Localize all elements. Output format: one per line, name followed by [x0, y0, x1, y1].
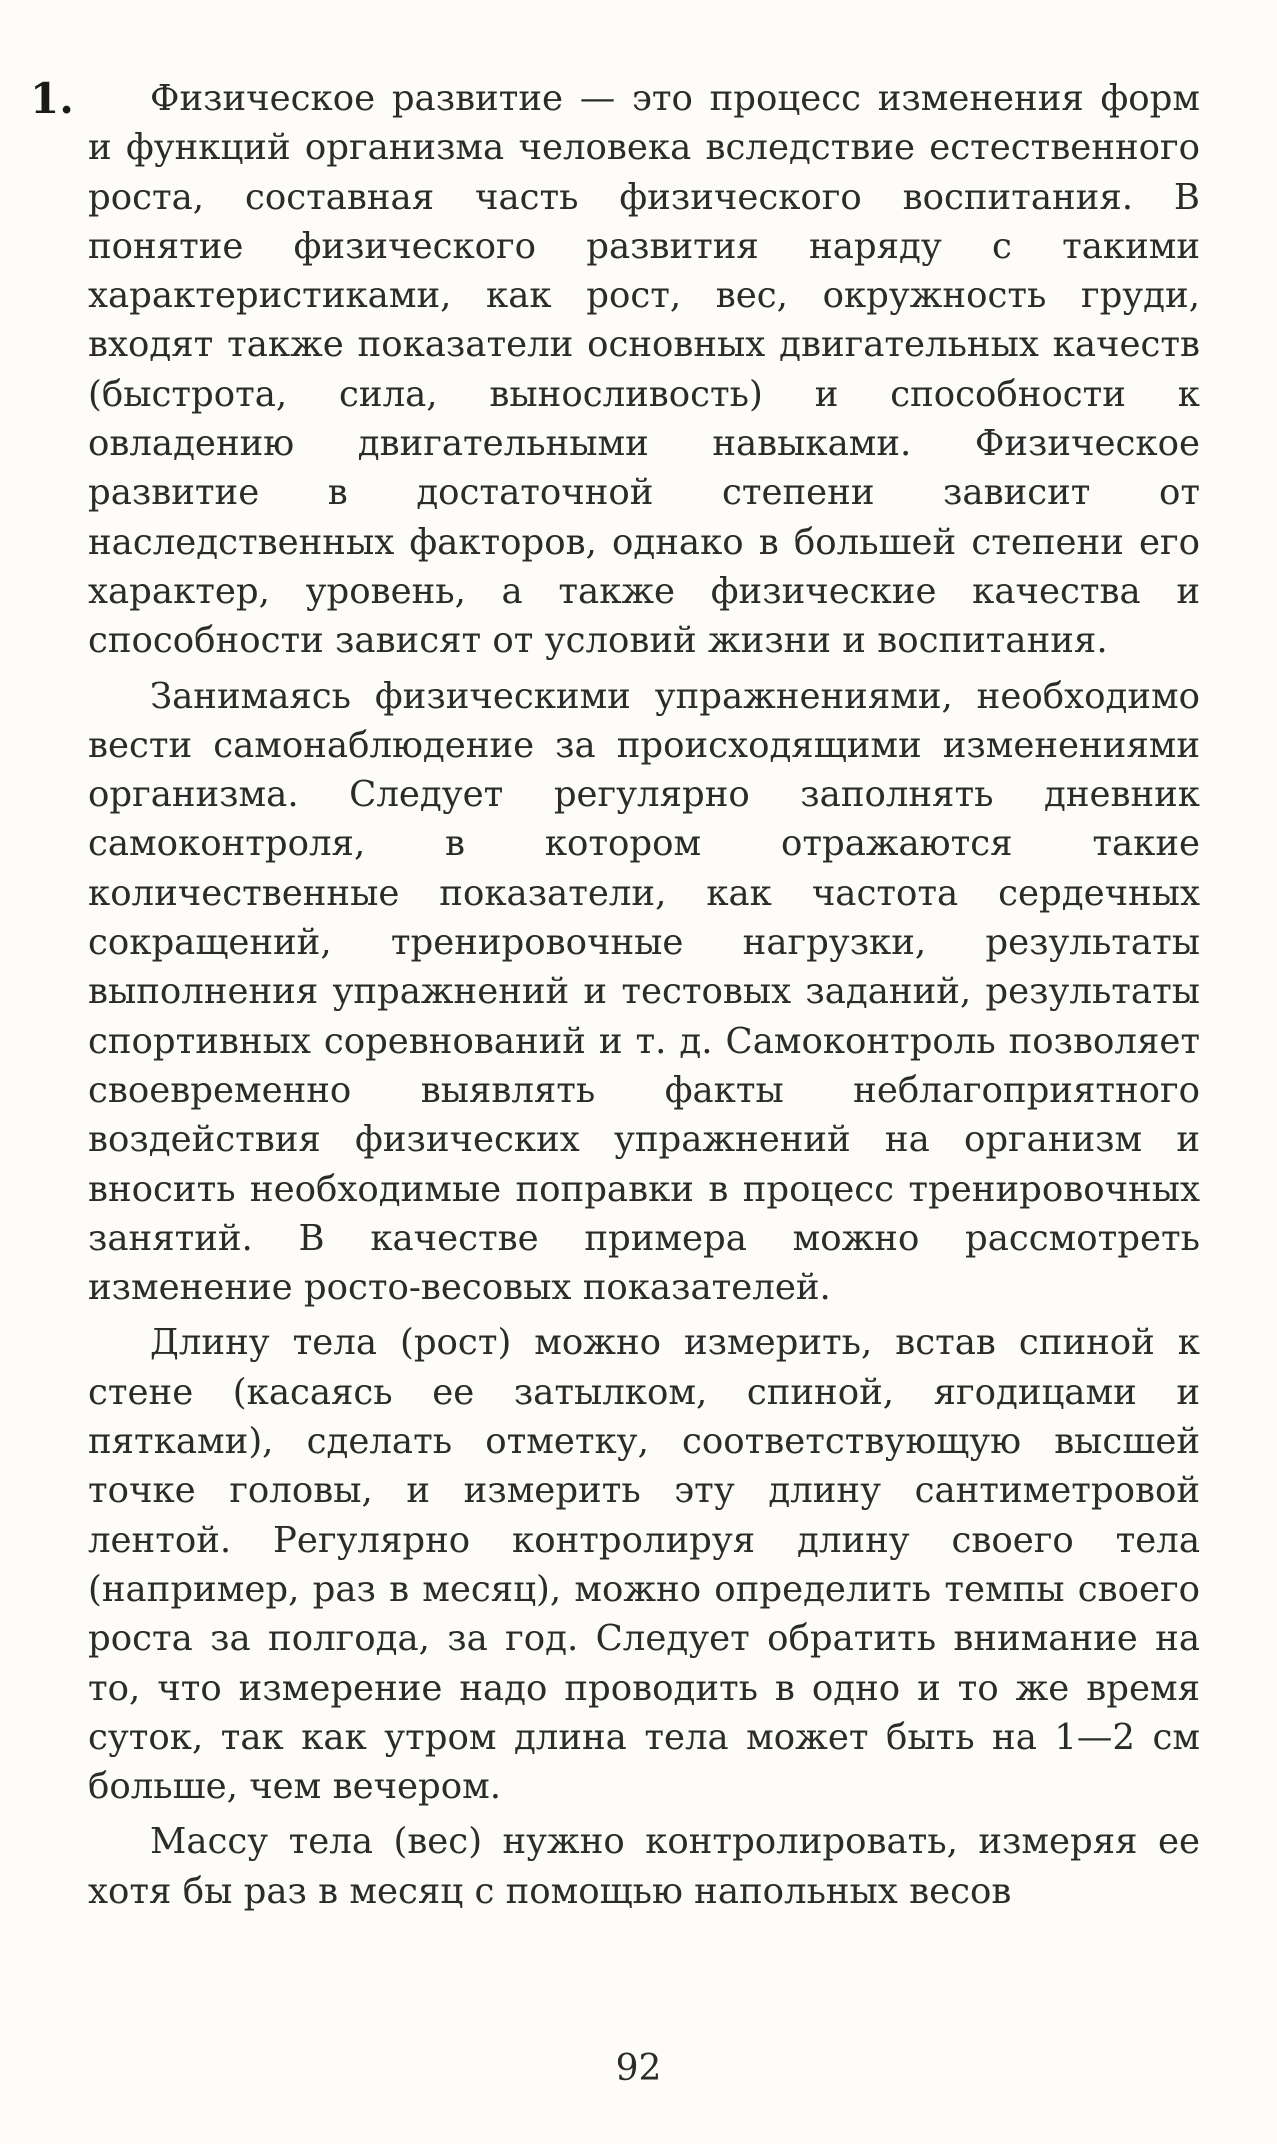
paragraph-self-control: Занимаясь физическими упражнениями, необходимо вести самонаблюдение за происходящими изменениями организма. Следует регулярно заполнять дневник самоконтроля, в котором отражаются такие количественные показатели, как частота сердечных сокращений, тренировочные нагрузки, результаты выполнения упражнений и тестовых заданий, результаты спортивных соревнований и т. д. Самоконтроль позволяет своевременно выявлять факты неблагоприятного воздействия физических упражнений на организм и вносить необходимые поправки в процесс тренировочных занятий. В качестве примера можно рассмотреть изменение росто-весовых показателей. [88, 675, 1200, 1309]
paragraph-body-length: Длину тела (рост) можно измерить, встав спиной к стене (касаясь ее затылком, спиной, ягодицами и пятками), сделать отметку, соответствующую высшей точке головы, и измерить эту длину сантиметровой лентой. Регулярно контролируя длину своего тела (например, раз в месяц), можно определить темпы своего роста за полгода, за год. Следует обратить внимание на то, что измерение надо проводить в одно и то же время суток, так как утром длина тела может быть на 1—2 см больше, чем вечером. [88, 1322, 1200, 1808]
task-number: 1. [30, 74, 74, 123]
paragraph-physical-development: Физическое развитие — это процесс изменения форм и функций организма человека вследствие естественного роста, составная часть физического воспитания. В понятие физического развития наряду с такими характеристиками, как рост, вес, окружность груди, входят также показатели основных двигательных качеств (быстрота, сила, выносливость) и способности к овладению двигательными навыками. Физическое развитие в достаточной степени зависит от наследственных факторов, однако в большей степени его характер, уровень, а также физические качества и способности зависят от условий жизни и воспитания. [88, 78, 1200, 662]
body-text [88, 74, 1200, 1922]
page-number: 92 [615, 2048, 662, 2089]
paragraph-body-mass: Массу тела (вес) нужно контролировать, измеряя ее хотя бы раз в месяц с помощью напольных весов [88, 1821, 1200, 1912]
